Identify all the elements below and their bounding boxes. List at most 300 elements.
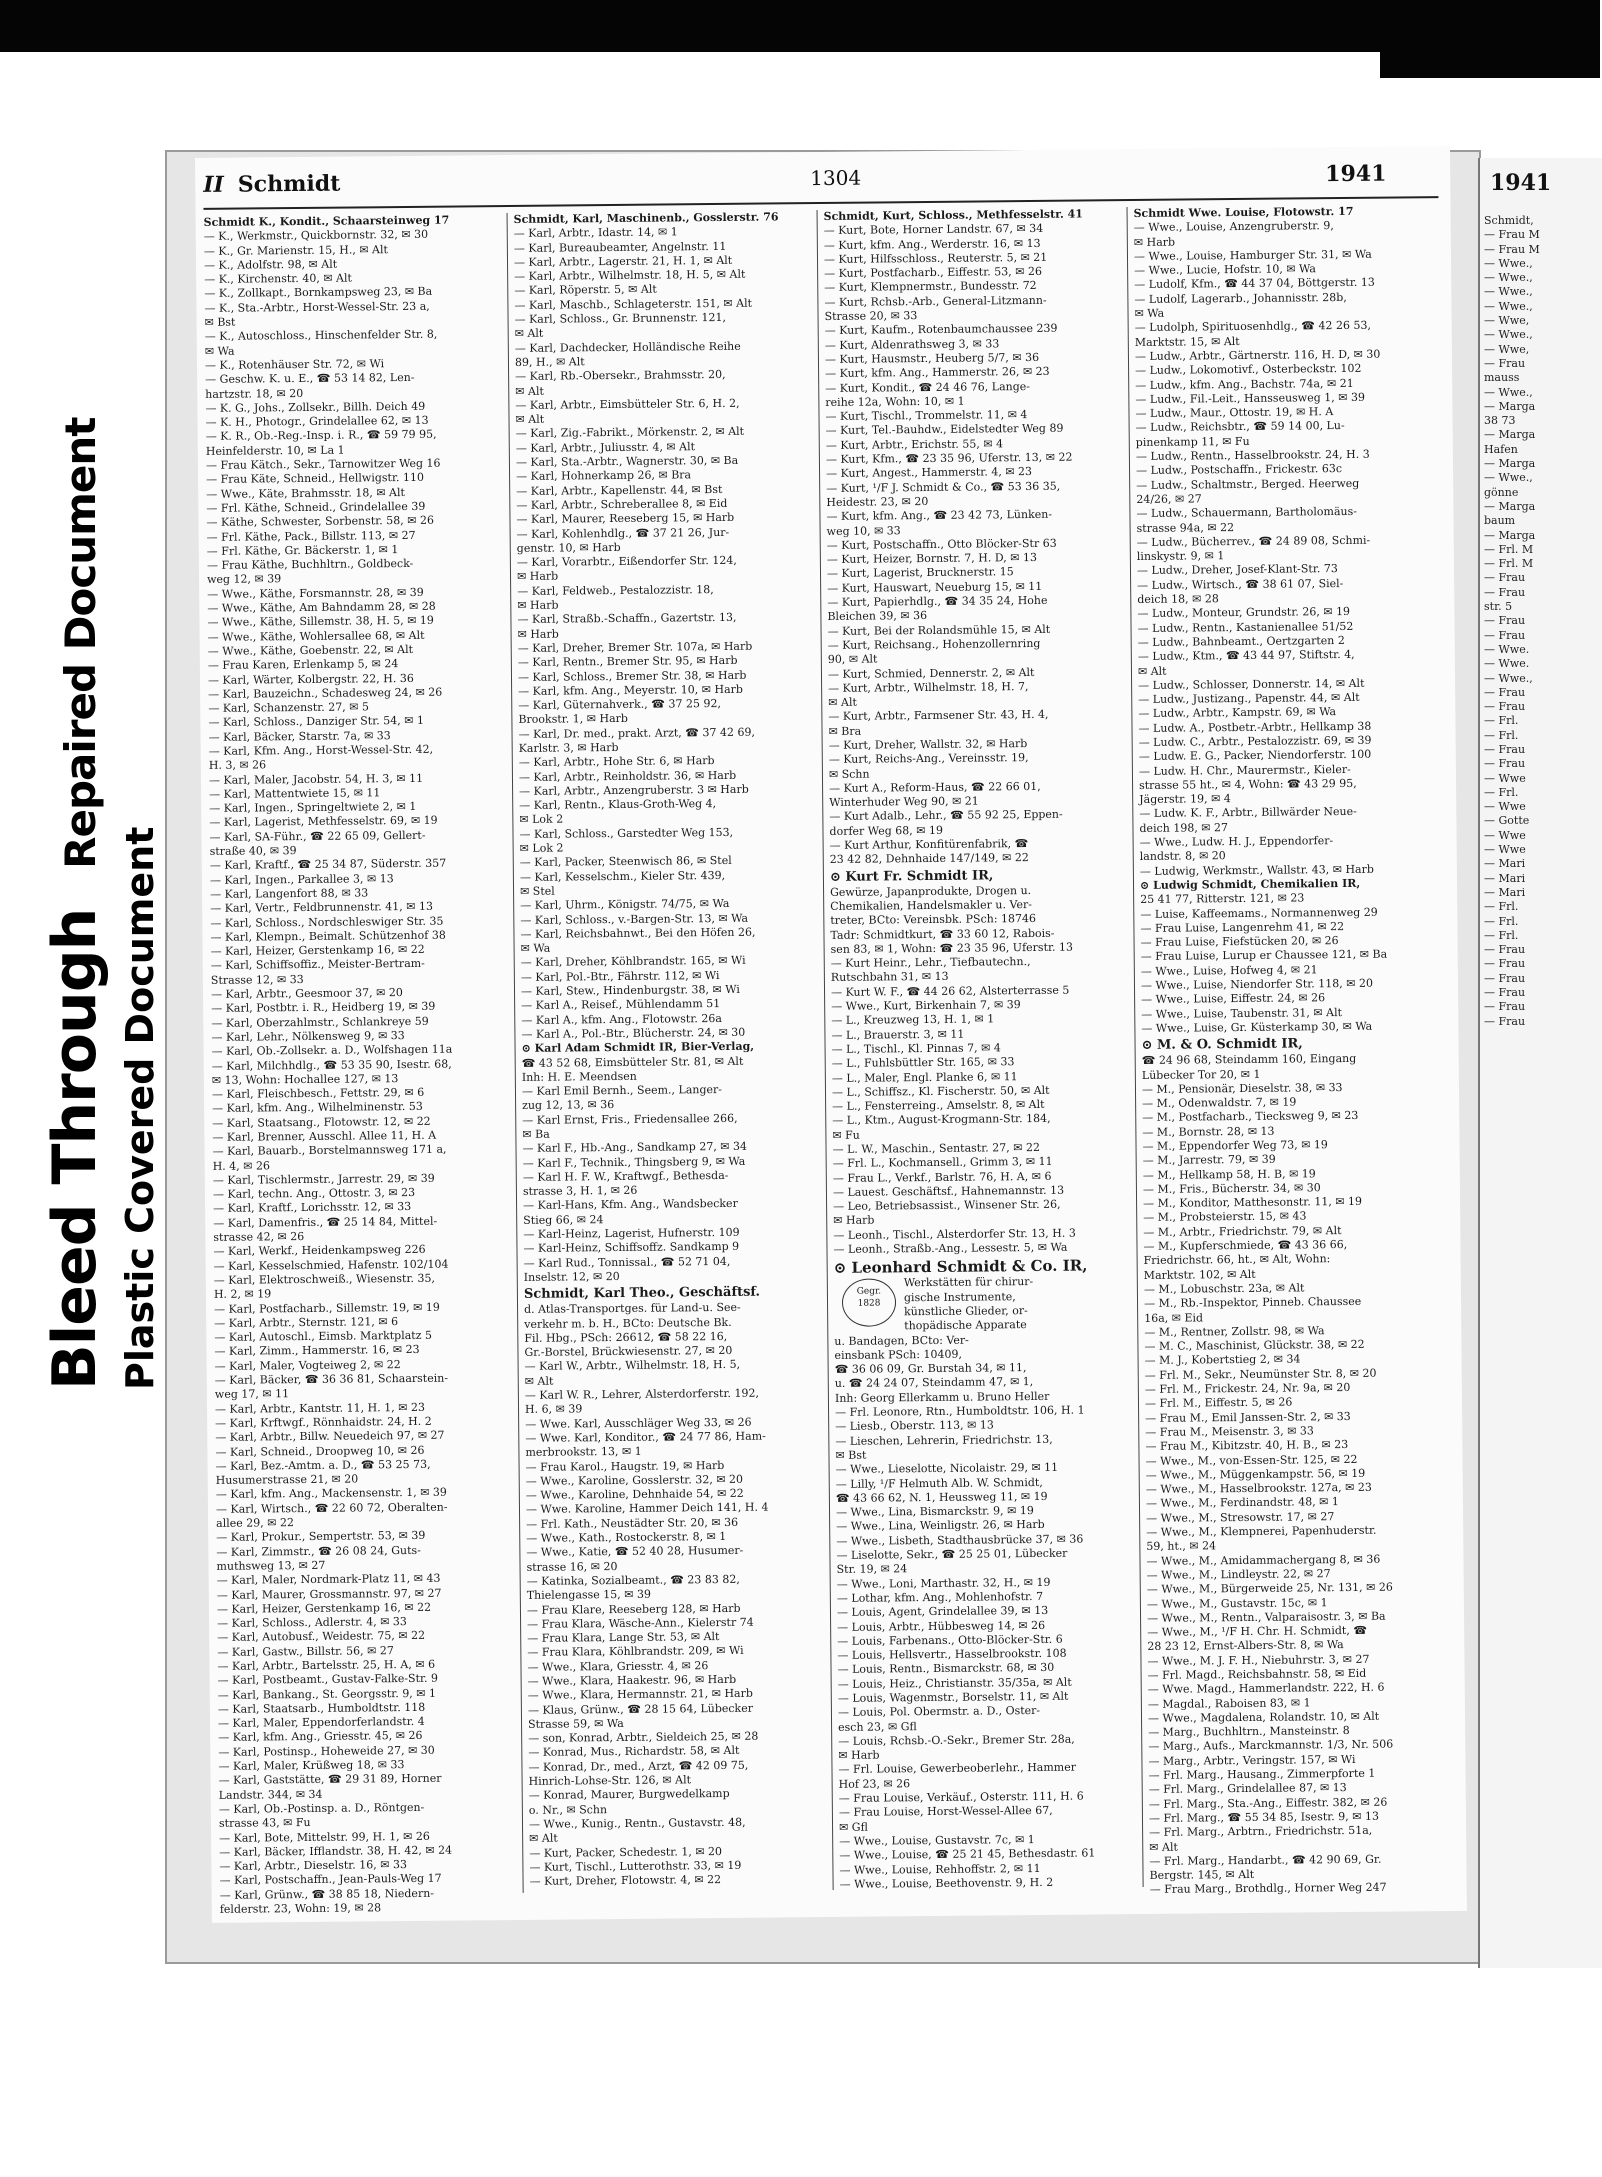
directory-entry: — Karl, Arbtr., Geesmoor 37, ✉ 20 <box>210 986 403 1001</box>
adjacent-entry-fragment: — Wwe <box>1484 828 1526 842</box>
directory-entry: — K., Zollkapt., Bornkampsweg 23, ✉ Ba <box>204 285 433 301</box>
directory-entry: — Karl, Milchhdlg., ☎ 53 35 90, Isestr. 68, <box>211 1057 452 1073</box>
directory-entry: — Karl, Schanzenstr. 27, ✉ 5 <box>208 700 370 715</box>
directory-entry: weg 17, ✉ 11 <box>214 1387 290 1402</box>
directory-entry: — Karl, Kohlenhdlg., ☎ 37 21 26, Jur- <box>516 525 730 541</box>
adjacent-entry-fragment: — Mari <box>1484 857 1526 871</box>
directory-entry: — M., Bornstr. 28, ✉ 13 <box>1142 1124 1275 1139</box>
directory-entry: d. Atlas-Transportges. für Land-u. See- <box>524 1301 741 1317</box>
adjacent-entry-fragment: gönne <box>1484 485 1519 499</box>
directory-entry: — Geschw. K. u. E., ☎ 53 14 82, Len- <box>205 371 415 387</box>
directory-entry: — Ludw., Arbtr., Gärtnerstr. 116, H. D, ✉ 30 <box>1134 347 1381 363</box>
directory-entry: Strasse 59, ✉ Wa <box>527 1716 624 1731</box>
directory-entry: — Frl. M., Eiffestr. 5, ✉ 26 <box>1144 1395 1293 1411</box>
directory-entry: — Wwe., Luise, Gr. Küsterkamp 30, ✉ Wa <box>1141 1019 1373 1035</box>
directory-entry: ⊙ Karl Adam Schmidt IR, Bier-Verlag, <box>521 1039 755 1056</box>
directory-entry: Str. 19, ✉ 24 <box>836 1562 908 1577</box>
directory-entry: — Karl, Bauarb., Borstelmannsweg 171 a, <box>212 1142 447 1159</box>
directory-entry: Tadr: Schmidtkurt, ☎ 33 60 12, Rabois- <box>830 926 1055 942</box>
directory-page <box>195 146 1467 1923</box>
directory-entry: — Wwe., M., Rentn., Valparaisostr. 3, ✉ Ba <box>1146 1609 1386 1625</box>
directory-entry: — Lieschen, Lehrerin, Friedrichstr. 13, <box>835 1432 1053 1448</box>
adjacent-entry-fragment: — Wwe., <box>1484 299 1533 313</box>
directory-entry: — son, Konrad, Arbtr., Sieldeich 25, ✉ 28 <box>528 1729 759 1746</box>
directory-entry: — M., Lobuschstr. 23a, ✉ Alt <box>1143 1281 1305 1296</box>
directory-entry: — Ludw., Schaltmstr., Berged. Heerweg <box>1136 476 1360 492</box>
directory-entry: — Ludolph, Spirituosenhdlg., ☎ 42 26 53, <box>1134 319 1372 335</box>
adjacent-entry-fragment: — Frau M <box>1484 242 1540 256</box>
directory-entry: — Klaus, Grünw., ☎ 28 15 64, Lübecker <box>527 1701 754 1717</box>
directory-entry: — Frau M., Kibitzstr. 40, H. B., ✉ 23 <box>1145 1438 1349 1454</box>
directory-entry: — Ludw. A., Postbetr.-Arbtr., Hellkamp 38 <box>1138 719 1372 735</box>
directory-entry: — Karl, Kraftf., Lorichsstr. 12, ✉ 33 <box>213 1200 412 1216</box>
directory-entry: — Karl, Lagerist, Methfesselstr. 69, ✉ 19 <box>209 814 438 830</box>
adjacent-entry-fragment: — Frau <box>1484 957 1526 971</box>
directory-entry: — Wwe., Louise, Hamburger Str. 31, ✉ Wa <box>1133 247 1372 263</box>
directory-entry: — Wwe., Käthe, Forsmannstr. 28, ✉ 39 <box>207 585 424 601</box>
directory-entry: — Karl, Lehr., Nölkensweg 9, ✉ 33 <box>211 1028 405 1044</box>
seal-year: 1828 <box>857 1298 881 1310</box>
directory-entry: — Kurt, Packer, Schedestr. 1, ✉ 20 <box>529 1844 723 1860</box>
directory-entry: — Kurt, Arbtr., Wilhelmstr. 18, H. 7, <box>828 679 1029 695</box>
adjacent-entry-fragment: — Wwe <box>1484 843 1526 857</box>
directory-entry: pinenkamp 11, ✉ Fu <box>1135 434 1250 449</box>
directory-entry: Hof 23, ✉ 26 <box>838 1776 911 1791</box>
directory-entry: — Ludw. E. G., Packer, Niendorferstr. 100 <box>1138 748 1372 764</box>
directory-entry: ✉ 13, Wohn: Hochallee 127, ✉ 13 <box>211 1071 399 1087</box>
directory-entry: — Wwe. Magd., Hammerlandstr. 222, H. 6 <box>1147 1680 1385 1697</box>
directory-entry: — Karl, Arbtr., Bartelsstr. 25, H. A, ✉ 6 <box>217 1657 436 1673</box>
directory-entry: — Ludw., Rentn., Hasselbrookstr. 24, H. 3 <box>1135 447 1370 464</box>
directory-entry: — Wwe., Käthe, Am Bahndamm 28, ✉ 28 <box>207 599 436 615</box>
directory-entry: — Karl, Schloss., Nordschleswiger Str. 35 <box>210 914 444 930</box>
directory-entry: — Frau Klara, Wäsche-Ann., Kielerstr 74 <box>527 1615 754 1631</box>
directory-entry: ✉ Wa <box>520 941 551 956</box>
directory-entry: — Kurt, Hauswart, Neueburg 15, ✉ 11 <box>827 579 1043 595</box>
directory-entry: — Karl-Heinz, Lagerist, Hufnerstr. 109 <box>523 1225 740 1241</box>
adjacent-entry-fragment: — Frau <box>1484 700 1526 714</box>
directory-entry: — Kurt, Schmied, Dennerstr. 2, ✉ Alt <box>827 665 1035 681</box>
directory-entry: — Kurt A., Reform-Haus, ☎ 22 66 01, <box>829 779 1041 795</box>
directory-entry: — Louis, Farbenans., Otto-Blöcker-Str. 6 <box>837 1632 1063 1648</box>
directory-entry: — Ludw. C., Arbtr., Pestalozzistr. 69, ✉ 39 <box>1138 733 1372 749</box>
directory-entry: — Karl, Ob.-Zollsekr. a. D., Wolfshagen 11a <box>211 1042 453 1059</box>
directory-entry: — Karl, Bankang., St. Georgsstr. 9, ✉ 1 <box>217 1686 437 1702</box>
adjacent-entry-fragment: — Frl. <box>1484 928 1519 942</box>
directory-entry: — Karl, Schloss., Gr. Brunnenstr. 121, <box>514 310 726 327</box>
directory-entry: — Frl. M., Sekr., Neumünster Str. 8, ✉ 20 <box>1144 1366 1377 1382</box>
directory-entry: 28 23 12, Ernst-Albers-Str. 8, ✉ Wa <box>1147 1638 1344 1654</box>
adjacent-entry-fragment: — Frau <box>1484 614 1526 628</box>
directory-entry: — Karl, Postschaffn., Jean-Pauls-Weg 17 <box>219 1872 442 1888</box>
adjacent-entry-fragment: — Frau <box>1484 585 1526 599</box>
directory-entry: — Frl. Käthe, Pack., Billstr. 113, ✉ 27 <box>206 528 416 544</box>
directory-entry: — Frl. Käthe, Gr. Bäckerstr. 1, ✉ 1 <box>206 542 399 558</box>
directory-entry: — Karl, Langenfort 88, ✉ 33 <box>210 886 369 901</box>
directory-entry: — Luise, Kaffeemams., Normannenweg 29 <box>1140 905 1378 921</box>
directory-entry: ✉ Alt <box>515 412 545 427</box>
directory-entry: — Liesb., Oberstr. 113, ✉ 13 <box>835 1418 994 1434</box>
directory-entry: — Karl W. R., Lehrer, Alsterdorferstr. 192, <box>524 1386 760 1402</box>
directory-entry: ☎ 43 66 62, N. 1, Heussweg 11, ✉ 19 <box>835 1489 1048 1505</box>
page-number: 1304 <box>810 165 862 191</box>
directory-entry: — Karl, kfm. Ang., Meyerstr. 10, ✉ Harb <box>518 682 743 698</box>
directory-entry: — Frl. Kath., Neustädter Str. 20, ✉ 36 <box>526 1515 739 1531</box>
directory-entry: — Magdal., Raboisen 83, ✉ 1 <box>1147 1695 1311 1711</box>
directory-entry: — Karl, SA-Führ., ☎ 22 65 09, Gellert- <box>209 828 426 844</box>
directory-entry: — K., Adolfstr. 98, ✉ Alt <box>203 257 338 272</box>
directory-entry: — Karl, Rb.-Obersekr., Brahmsstr. 20, <box>515 368 726 384</box>
adjacent-entry-fragment: — Frau <box>1484 628 1526 642</box>
directory-entry: — Frau Karol., Haugstr. 19, ✉ Harb <box>525 1458 725 1474</box>
directory-entry: — Ludw., kfm. Ang., Bachstr. 74a, ✉ 21 <box>1135 376 1354 392</box>
directory-entry: — Karl, Ingen., Springeltwiete 2, ✉ 1 <box>209 800 417 816</box>
directory-entry: — Karl, Arbtr., Dieselstr. 16, ✉ 33 <box>219 1858 408 1873</box>
adjacent-entry-fragment: — Wwe., <box>1484 385 1533 399</box>
directory-entry: — Karl, Schneid., Droopweg 10, ✉ 26 <box>215 1443 425 1459</box>
directory-entry: — Karl, Bauzeichn., Schadesweg 24, ✉ 26 <box>208 685 443 701</box>
directory-entry: — Karl, Oberzahlmstr., Schlankreye 59 <box>211 1014 429 1030</box>
directory-entry: — Frau Luise, Lurup er Chaussee 121, ✉ Ba <box>1140 948 1388 964</box>
directory-entry: — Wwe., M., Gustavstr. 15c, ✉ 1 <box>1146 1595 1328 1611</box>
directory-entry: muthsweg 13, ✉ 27 <box>216 1558 326 1573</box>
directory-entry: — Karl, Arbtr., Anzengruberstr. 3 ✉ Harb <box>519 782 749 798</box>
directory-entry: — M. J., Kobertstieg 2, ✉ 34 <box>1144 1352 1301 1368</box>
directory-entry: ✉ Lok 2 <box>519 841 564 855</box>
entry-column-2 <box>514 210 828 1893</box>
directory-entry: — Konrad, Mus., Richardstr. 58, ✉ Alt <box>528 1744 740 1760</box>
adjacent-entry-fragment: — Gotte <box>1484 814 1530 828</box>
directory-entry: ✉ Harb <box>1133 235 1176 249</box>
directory-entry: sen 83, ✉ 1, Wohn: ☎ 23 35 96, Uferstr. 13 <box>830 940 1074 956</box>
header-year: 1941 <box>1325 160 1387 188</box>
directory-entry: — Karl A., Reisef., Mühlendamm 51 <box>521 997 721 1013</box>
directory-entry: — Louis, Heiz., Christianstr. 35/35a, ✉ Alt <box>837 1675 1072 1691</box>
directory-entry: — M., Kupferschmiede, ☎ 43 36 66, <box>1143 1238 1348 1254</box>
directory-entry: — Kurt, Arbtr., Erichstr. 55, ✉ 4 <box>825 437 1004 452</box>
directory-entry: — Karl H. F. W., Kraftwgf., Bethesda- <box>522 1168 729 1184</box>
directory-entry: Gr.-Borstel, Brückwiesenstr. 27, ✉ 20 <box>524 1344 733 1360</box>
adjacent-entry-fragment: — Wwe, <box>1484 342 1530 356</box>
directory-entry: — Ludw., Reichsbtr., ☎ 59 14 00, Lu- <box>1135 419 1345 435</box>
directory-entry: — Karl, Ob.-Postinsp. a. D., Röntgen- <box>218 1800 425 1816</box>
directory-entry: — Wwe. Karl, Ausschläger Weg 33, ✉ 26 <box>525 1415 752 1431</box>
directory-entry: — Kurt, Bei der Rolandsmühle 15, ✉ Alt <box>827 622 1051 638</box>
directory-entry: — Karl, Sta.-Arbtr., Wagnerstr. 30, ✉ Ba <box>515 453 739 469</box>
directory-entry: — Karl, Dachdecker, Holländische Reihe <box>514 339 741 355</box>
directory-entry: — Ludw., Ktm., ☎ 43 44 97, Stiftstr. 4, <box>1137 648 1355 664</box>
directory-entry: — Louis, Agent, Grindelallee 39, ✉ 13 <box>836 1604 1049 1620</box>
directory-entry: allee 29, ✉ 22 <box>216 1516 294 1530</box>
directory-entry: — Karl, Grünw., ☎ 38 85 18, Niedern- <box>219 1886 435 1902</box>
directory-entry: — Wwe., M., Bürgerweide 25, Nr. 131, ✉ 26 <box>1146 1580 1393 1597</box>
directory-entry: — Kurt, Postschaffn., Otto Blöcker-Str 63 <box>826 536 1057 552</box>
directory-entry: Stieg 66, ✉ 24 <box>523 1212 604 1227</box>
directory-entry: — L., Fuhlsbüttler Str. 165, ✉ 33 <box>831 1055 1015 1071</box>
directory-entry: merbrookstr. 13, ✉ 1 <box>525 1445 642 1460</box>
directory-entry: — Wwe., Kath., Rostockerstr. 8, ✉ 1 <box>526 1529 727 1545</box>
directory-entry: 16a, ✉ Eid <box>1144 1310 1204 1325</box>
directory-entry: linskystr. 9, ✉ 1 <box>1136 549 1225 564</box>
adjacent-entry-fragment: — Wwe <box>1484 771 1526 785</box>
directory-entry: H. 3, ✉ 26 <box>208 758 267 773</box>
directory-entry: — Ludw., Rentn., Kastanienallee 51/52 <box>1137 619 1354 635</box>
directory-entry: — Karl, Staatsang., Flotowstr. 12, ✉ 22 <box>212 1114 431 1130</box>
directory-entry: Heinfelderstr. 10, ✉ La 1 <box>205 443 345 458</box>
directory-entry: — M., Eppendorfer Weg 73, ✉ 19 <box>1142 1138 1328 1153</box>
directory-entry: landstr. 8, ✉ 20 <box>1139 849 1226 864</box>
adjacent-page-entries <box>1484 214 1600 1914</box>
directory-entry: Rutschbahn 31, ✉ 13 <box>830 970 949 985</box>
directory-entry: — Karl, Gastw., Billstr. 56, ✉ 27 <box>217 1643 394 1659</box>
directory-entry: — Wwe., Käte, Brahmsstr. 18, ✉ Alt <box>206 485 405 501</box>
directory-entry: — M., Pensionär, Dieselstr. 38, ✉ 33 <box>1141 1080 1343 1096</box>
directory-entry: — Karl, Arbtr., Lagerstr. 21, H. 1, ✉ Alt <box>513 253 733 269</box>
directory-entry: — Karl F., Hb.-Ang., Sandkamp 27, ✉ 34 <box>522 1140 748 1156</box>
directory-entry: — Kurt, Hausmstr., Heuberg 5/7, ✉ 36 <box>824 350 1040 366</box>
directory-entry: strasse 42, ✉ 26 <box>213 1230 305 1244</box>
directory-entry: — Kurt, Hilfsschloss., Reuterstr. 5, ✉ 21 <box>823 250 1048 266</box>
adjacent-entry-fragment: — Frau <box>1484 685 1526 699</box>
adjacent-entry-fragment: — Frl. M <box>1484 557 1534 571</box>
adjacent-entry-fragment: — Wwe, <box>1484 314 1530 328</box>
directory-entry: ✉ Alt <box>828 695 857 710</box>
directory-entry: — Kurt, Aldenrathsweg 3, ✉ 33 <box>824 336 1000 352</box>
seal-text: Gegr. <box>856 1286 882 1298</box>
directory-entry: — Karl, Uhrm., Königstr. 74/75, ✉ Wa <box>520 897 730 913</box>
directory-entry: — Wwe., Louise, ☎ 25 21 45, Bethesdastr. 61 <box>839 1846 1096 1863</box>
directory-entry: — Karl, Schiffsoffiz., Meister-Bertram- <box>210 957 425 973</box>
directory-entry: — Karl, Schloss., v.-Bargen-Str. 13, ✉ Wa <box>520 911 749 927</box>
adjacent-entry-fragment: — Frau <box>1484 971 1526 985</box>
directory-entry: ✉ Alt <box>514 327 544 341</box>
directory-entry: ✉ Harb <box>517 627 559 641</box>
directory-entry: — Karl, Bäcker, Starstr. 7a, ✉ 33 <box>208 728 391 744</box>
directory-entry: — Frau Louise, Horst-Wessel-Allee 67, <box>838 1804 1053 1820</box>
directory-entry: ✉ Alt <box>529 1831 558 1846</box>
directory-entry: — Karl, Wirtsch., ☎ 22 60 72, Oberalten- <box>215 1500 448 1516</box>
directory-entry: — Karl Ernst, Fris., Friedensallee 266, <box>522 1111 738 1127</box>
directory-entry: o. Nr., ✉ Schn <box>528 1802 608 1817</box>
directory-entry: — Karl A., Pol.-Btr., Blücherstr. 24, ✉ 30 <box>521 1025 746 1041</box>
directory-entry: — Frau Klara, Lange Str. 53, ✉ Alt <box>527 1630 720 1645</box>
directory-entry: — Wwe., Louise, Beethovenstr. 9, H. 2 <box>839 1875 1054 1891</box>
directory-entry: — Ludw., Arbtr., Kampstr. 69, ✉ Wa <box>1138 705 1337 721</box>
directory-entry: Bergstr. 145, ✉ Alt <box>1149 1868 1255 1883</box>
directory-entry: H. 2, ✉ 19 <box>213 1287 272 1302</box>
directory-entry: ✉ Harb <box>516 569 559 584</box>
directory-entry: — Karl, Maler, Vogteiweg 2, ✉ 22 <box>214 1357 401 1373</box>
adjacent-entry-fragment: — Wwe. <box>1484 642 1530 656</box>
adjacent-entry-fragment: — Frau <box>1484 742 1526 756</box>
directory-entry: — M., Probsteierstr. 15, ✉ 43 <box>1143 1209 1307 1225</box>
directory-entry: — Karl, Postfacharb., Sillemstr. 19, ✉ 19 <box>213 1300 440 1316</box>
directory-entry: zug 12, 13, ✉ 36 <box>522 1098 615 1113</box>
adjacent-entry-fragment: — Frau M <box>1484 228 1540 242</box>
directory-entry: — Karl, Arbtr., Reinholdstr. 36, ✉ Harb <box>518 768 737 784</box>
directory-entry: — Karl, Arbtr., Kantstr. 11, H. 1, ✉ 23 <box>214 1400 425 1416</box>
directory-entry: Inh: H. E. Meendsen <box>521 1069 637 1084</box>
directory-entry: Inh: Georg Ellerkamm u. Bruno Heller <box>834 1389 1050 1405</box>
directory-entry: — Karl, Klempn., Beimalt. Schützenhof 38 <box>210 928 446 944</box>
entry-column-1 <box>203 213 517 1916</box>
directory-entry: — M. C., Maschinist, Glückstr. 38, ✉ 22 <box>1144 1337 1365 1354</box>
directory-entry: — Karl, Arbtr., Kapellenstr. 44, ✉ Bst <box>516 482 723 498</box>
directory-entry: weg 10, ✉ 33 <box>826 523 901 538</box>
directory-entry: deich 18, ✉ 28 <box>1137 592 1219 606</box>
adjacent-entry-fragment: — Frau <box>1484 1014 1526 1028</box>
directory-entry: — Karl-Heinz, Schiffsoffz. Sandkamp 9 <box>523 1240 740 1256</box>
directory-entry: — Karl, Schloss., Adlerstr. 4, ✉ 33 <box>217 1615 407 1630</box>
directory-entry: — Karl, Schloss., Garstedter Weg 153, <box>519 825 734 841</box>
directory-entry: verkehr m. b. H., BCto: Deutsche Bk. <box>524 1315 732 1331</box>
directory-entry: — Karl, Wärter, Kolbergstr. 22, H. 36 <box>207 671 414 687</box>
directory-entry: — Wwe., M., Müggenkampstr. 56, ✉ 19 <box>1145 1466 1366 1482</box>
directory-entry: ⊙ Ludwig Schmidt, Chemikalien IR, <box>1139 876 1361 892</box>
directory-entry: — Wwe., Karoline, Dehnhaide 54, ✉ 22 <box>525 1486 744 1503</box>
directory-entry: — Frl. Marg., Sta.-Ang., Eiffestr. 382, ✉ 26 <box>1148 1795 1388 1811</box>
directory-entry: — M., Fris., Bücherstr. 34, ✉ 30 <box>1142 1181 1321 1196</box>
directory-entry: ☎ 43 52 68, Eimsbütteler Str. 81, ✉ Alt <box>521 1054 744 1070</box>
directory-entry: Heidestr. 23, ✉ 20 <box>826 494 929 509</box>
directory-entry: — Ludw., Schauermann, Bartholomäus- <box>1136 505 1357 521</box>
directory-entry: — Ludw., Wirtsch., ☎ 38 61 07, Siel- <box>1137 576 1344 592</box>
directory-entry: — Karl, Straßb.-Schaffn., Gazertstr. 13, <box>517 611 737 627</box>
directory-entry: künstliche Glieder, or- <box>904 1304 1028 1319</box>
directory-entry: — Karl-Hans, Kfm. Ang., Wandsbecker <box>523 1197 738 1213</box>
directory-entry: — Wwe., Louise, Gustavstr. 7c, ✉ 1 <box>839 1832 1035 1848</box>
directory-entry: — L., Tischl., Kl. Pinnas 7, ✉ 4 <box>831 1041 1001 1056</box>
directory-entry: — M., Hellkamp 58, H. B, ✉ 19 <box>1142 1166 1316 1182</box>
directory-entry: Hinrich-Lohse-Str. 126, ✉ Alt <box>528 1773 692 1788</box>
directory-entry: — L. W., Maschin., Sentastr. 27, ✉ 22 <box>832 1140 1040 1156</box>
directory-entry: — Wwe., Luise, Taubenstr. 31, ✉ Alt <box>1141 1005 1343 1021</box>
directory-entry: — Frau Luise, Langenrehm 41, ✉ 22 <box>1140 919 1345 935</box>
directory-entry: ✉ Harb <box>838 1748 880 1763</box>
directory-entry: — Karl, Bureaubeamter, Angelnstr. 11 <box>513 239 727 255</box>
directory-entry: — M., Rentner, Zollstr. 98, ✉ Wa <box>1144 1324 1325 1339</box>
directory-entry: — L., Schiffsz., Kl. Fischerstr. 50, ✉ Alt <box>831 1083 1050 1099</box>
directory-entry: Schmidt Wwe. Louise, Flotowstr. 17 <box>1133 204 1354 220</box>
directory-entry: — Kurt, kfm. Ang., ☎ 23 42 73, Lünken- <box>826 508 1053 524</box>
directory-entry: — Ludolf, Lagerarb., Johannisstr. 28b, <box>1134 290 1347 306</box>
directory-entry: — Karl, Mattentwiete 15, ✉ 11 <box>209 786 381 801</box>
directory-entry: — Wwe., Magdalena, Rolandstr. 10, ✉ Alt <box>1147 1709 1380 1725</box>
directory-entry: — Karl, kfm. Ang., Griesstr. 45, ✉ 26 <box>218 1729 423 1745</box>
directory-entry: — Louis, Pol. Obermstr. a. D., Oster- <box>837 1704 1041 1720</box>
directory-entry: — Louis, Wagenmstr., Borselstr. 11, ✉ Alt <box>837 1689 1069 1705</box>
directory-entry: Lübecker Tor 20, ✉ 1 <box>1141 1067 1261 1082</box>
adjacent-entry-fragment: — Frl. <box>1484 728 1519 742</box>
directory-entry: u. Bandagen, BCto: Ver- <box>834 1333 969 1348</box>
entry-column-3 <box>824 207 1138 1890</box>
directory-entry: u. ☎ 24 24 07, Steindamm 47, ✉ 1, <box>834 1375 1034 1391</box>
adjacent-page-year: 1941 <box>1490 170 1552 196</box>
directory-entry: — Kurt W. F., ☎ 44 26 62, Alsterterrasse 5 <box>830 983 1070 999</box>
directory-entry: — Wwe., Ludw. H. J., Eppendorfer- <box>1139 834 1334 850</box>
directory-entry: ✉ Wa <box>204 344 235 358</box>
directory-entry: — Karl, Brenner, Ausschl. Allee 11, H. A <box>212 1128 437 1144</box>
directory-entry: — Ludwig, Werkmstr., Wallstr. 43, ✉ Harb <box>1139 862 1374 878</box>
directory-entry: Schmidt, Karl, Maschinenb., Gosslerstr. 76 <box>513 210 779 226</box>
directory-entry: — M., Arbtr., Friedrichstr. 79, ✉ Alt <box>1143 1223 1342 1239</box>
directory-entry: ✉ Ba <box>522 1127 550 1141</box>
directory-entry: Brookstr. 1, ✉ Harb <box>518 712 628 727</box>
directory-entry: — Wwe., Lina, Weinligstr. 26, ✉ Harb <box>836 1518 1045 1534</box>
directory-entry: — Wwe., M., von-Essen-Str. 125, ✉ 22 <box>1145 1452 1358 1468</box>
directory-entry: dorfer Weg 68, ✉ 19 <box>829 823 943 838</box>
directory-entry: — Karl, Arbtr., Idastr. 14, ✉ 1 <box>513 225 678 241</box>
directory-entry: — Karl, Maschb., Schlageterstr. 151, ✉ Alt <box>514 296 753 312</box>
directory-entry: genstr. 10, ✉ Harb <box>516 540 621 555</box>
adjacent-entry-fragment: — Frl. <box>1484 914 1519 928</box>
directory-entry: — Kurt, Lagerist, Brucknerstr. 15 <box>826 565 1014 581</box>
directory-entry: esch 23, ✉ Gfl <box>838 1719 917 1734</box>
directory-entry: Chemikalien, Handelsmakler u. Ver- <box>830 897 1032 913</box>
directory-entry: Werkstätten für chirur- <box>903 1275 1034 1290</box>
scanner-border-notch <box>1380 52 1600 78</box>
directory-entry: — Wwe., Käthe, Sillemstr. 38, H. 5, ✉ 19 <box>207 614 434 630</box>
directory-entry: Jägerstr. 19, ✉ 4 <box>1139 792 1231 807</box>
directory-entry: — Karl, Rentn., Bremer Str. 95, ✉ Harb <box>517 654 738 670</box>
directory-entry: — Kurt, Kondit., ☎ 24 46 76, Lange- <box>825 379 1031 395</box>
directory-entry: — Louis, Hellsvertr., Hasselbrookstr. 108 <box>837 1646 1067 1662</box>
directory-entry: — Kurt, Postfacharb., Eiffestr. 53, ✉ 26 <box>824 265 1042 281</box>
directory-entry: — Karl, Kesselschmied, Hafenstr. 102/104 <box>213 1257 449 1273</box>
directory-entry: ☎ 36 06 09, Gr. Burstah 34, ✉ 11, <box>834 1361 1027 1377</box>
directory-entry: — Wwe., Katie, ☎ 52 40 28, Husumer- <box>526 1544 744 1560</box>
directory-entry: 90, ✉ Alt <box>827 652 878 667</box>
directory-entry: ✉ Bst <box>204 315 236 329</box>
directory-entry: Husumerstrasse 21, ✉ 20 <box>215 1472 359 1487</box>
directory-entry: ✉ Gfl <box>838 1820 868 1834</box>
directory-entry: — Ludw., Maur., Ottostr. 19, ✉ H. A <box>1135 405 1334 421</box>
directory-entry: — Karl, Schloss., Danziger Str. 54, ✉ 1 <box>208 714 425 730</box>
directory-entry: — Frl. Käthe, Schneid., Grindelallee 39 <box>206 499 426 515</box>
directory-entry: — L., Kreuzweg 13, H. 1, ✉ 1 <box>831 1012 995 1028</box>
directory-entry: treter, BCto: Vereinsbk. PSch: 18746 <box>830 912 1037 928</box>
directory-entry: — L., Brauerstr. 3, ✉ 11 <box>831 1027 965 1042</box>
directory-entry: — Ludw., Bahnbeamt., Oertzgarten 2 <box>1137 633 1345 649</box>
directory-entry: 89, H., ✉ Alt <box>514 355 585 369</box>
directory-entry: — Karl, Autobusf., Weidestr. 75, ✉ 22 <box>217 1629 426 1645</box>
directory-entry: — K., Sta.-Arbtr., Horst-Wessel-Str. 23 a, <box>204 299 430 315</box>
directory-entry: — Frl. Magd., Reichsbahnstr. 58, ✉ Eid <box>1147 1666 1367 1682</box>
directory-entry: — Karl, Dreher, Köhlbrandstr. 165, ✉ Wi <box>520 954 746 970</box>
directory-entry: — Wwe., Kunig., Rentn., Gustavstr. 48, <box>528 1815 746 1831</box>
directory-entry: — Karl, Kesselschm., Kieler Str. 439, <box>519 868 726 884</box>
directory-entry: ⊙ Kurt Fr. Schmidt IR, <box>829 868 994 885</box>
stamp-bleed-through: Bleed Through <box>40 908 110 1390</box>
adjacent-entry-fragment: — Marga <box>1484 499 1536 513</box>
directory-entry: — Leonh., Tischl., Alsterdorfer Str. 13, H. 3 <box>833 1226 1076 1242</box>
directory-entry: — Frl. Leonore, Rtn., Humboldtstr. 106, H. 1 <box>835 1403 1085 1419</box>
directory-entry: — L., Ktm., August-Krogmann-Str. 184, <box>832 1112 1051 1128</box>
scanner-top-border <box>0 0 1600 52</box>
directory-entry: — Karl, Röperstr. 5, ✉ Alt <box>514 283 657 298</box>
directory-entry: 25 41 77, Ritterstr. 121, ✉ 23 <box>1140 891 1305 907</box>
directory-entry: Bleichen 39, ✉ 36 <box>827 609 928 624</box>
directory-entry: ✉ Fu <box>832 1128 860 1142</box>
directory-entry: — Lothar, kfm. Ang., Mohlenhofstr. 7 <box>836 1589 1044 1605</box>
stamp-repaired-document: Repaired Document <box>56 417 105 869</box>
directory-entry: — Wwe., Luise, Hofweg 4, ✉ 21 <box>1140 962 1318 978</box>
directory-entry: — Kurt, kfm. Ang., Werderstr. 16, ✉ 13 <box>823 236 1041 252</box>
directory-entry: — Karl, Prokur., Sempertstr. 53, ✉ 39 <box>216 1529 426 1545</box>
directory-entry: ✉ Lok 2 <box>519 812 564 827</box>
directory-entry: — K. H., Photogr., Grindelallee 62, ✉ 13 <box>205 413 429 430</box>
directory-entry: — K. G., Johs., Zollsekr., Billh. Deich 49 <box>205 399 426 415</box>
